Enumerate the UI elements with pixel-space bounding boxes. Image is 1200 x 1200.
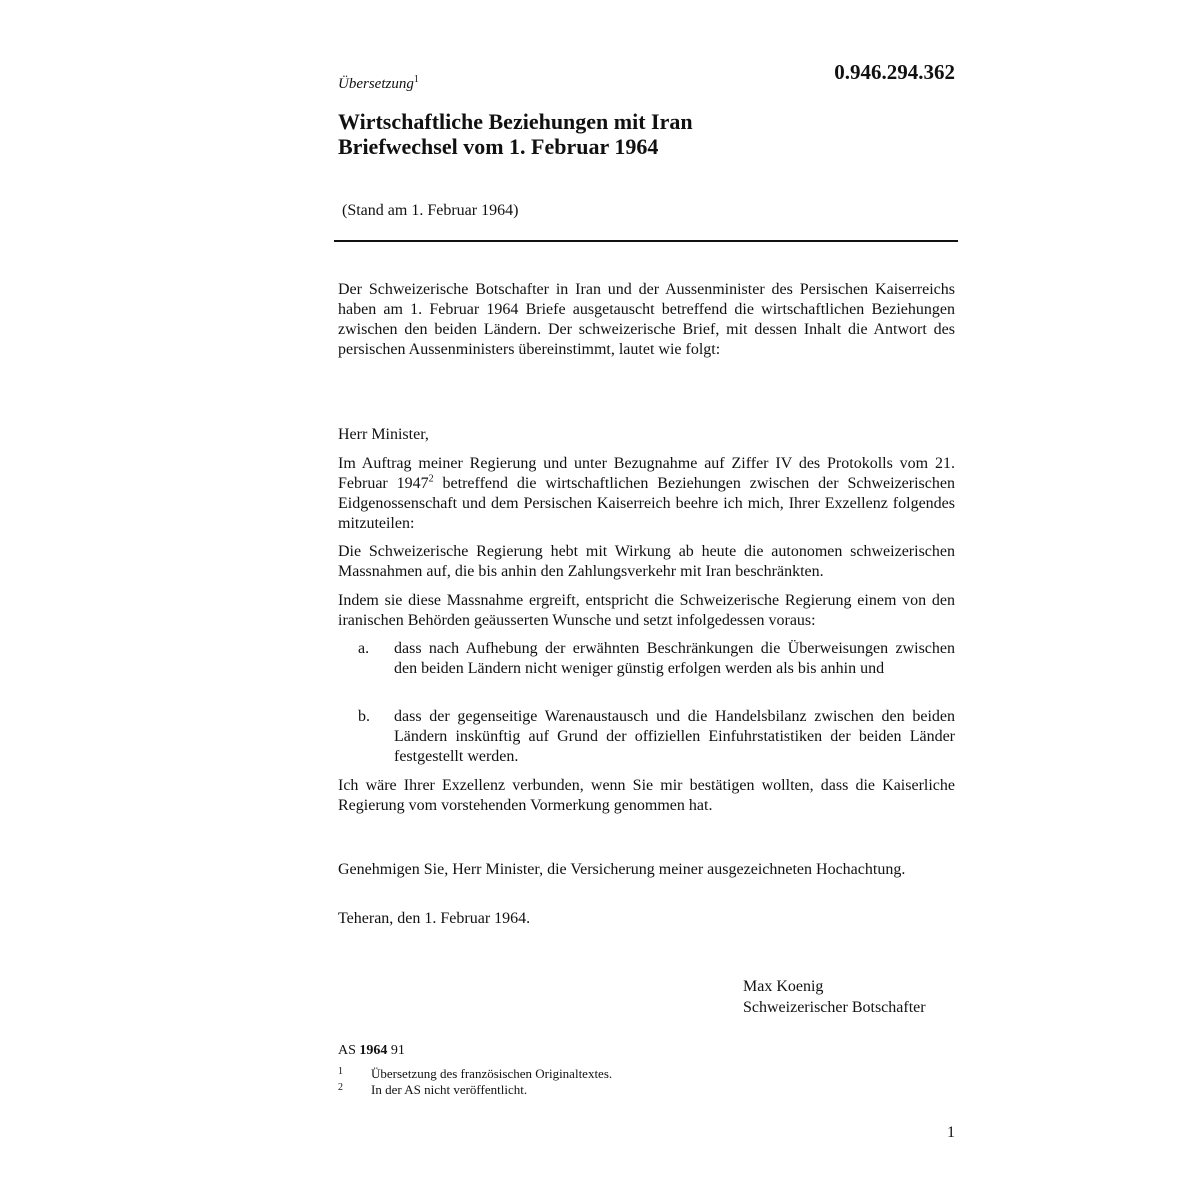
- title-line-1: Wirtschaftliche Beziehungen mit Iran: [338, 109, 693, 134]
- footnote-number: 2: [338, 1082, 343, 1093]
- letter-paragraph-1: [338, 454, 955, 534]
- list-text-a: dass nach Aufhebung der erwähnten Beschränkungen die Überweisungen zwischen den beiden Ländern nicht weniger günstig erfolgen werden als bis anhin und: [394, 640, 955, 677]
- page-number: 1: [947, 1124, 955, 1141]
- footnote-text: Übersetzung des französischen Originaltextes.: [371, 1066, 613, 1081]
- letter-paragraph-1-end: betreffend die wirtschaftlichen Beziehungen zwischen der Schweizerischen Eidgenossenschaft und dem Persischen Kaiserreich beehre ich mich, Ihrer Exzellenz folgendes mitzuteilen:: [338, 475, 955, 532]
- translation-label-text: Übersetzung: [338, 76, 414, 92]
- letter-paragraph-1-start: Im Auftrag meiner Regierung und unter Bezugnahme auf Ziffer IV des Protokolls vom 21. Februar 1947: [338, 455, 955, 492]
- list-text-b: dass der gegenseitige Warenaustausch und die Handelsbilanz zwischen den beiden Ländern inskünftig auf Grund der offiziellen Einfuhrstatistiken der beiden Länder festgestellt werden.: [394, 708, 955, 765]
- letter-paragraph-4: Ich wäre Ihrer Exzellenz verbunden, wenn Sie mir bestätigen wollten, dass die Kaiserliche Regierung vom vorstehenden Vormerkung genommen hat.: [338, 777, 955, 814]
- list-marker-a: a.: [358, 640, 370, 657]
- as-reference: [338, 1043, 405, 1059]
- as-prefix: AS: [338, 1043, 356, 1058]
- footnote-number: 1: [338, 1066, 343, 1077]
- letter-closing: Genehmigen Sie, Herr Minister, die Versicherung meiner ausgezeichneten Hochachtung.: [338, 861, 906, 878]
- signatory-name: Max Koenig: [743, 978, 824, 995]
- document-number: 0.946.294.362: [834, 60, 955, 84]
- signature-block: [743, 976, 926, 1018]
- signatory-title: Schweizerischer Botschafter: [743, 999, 926, 1016]
- document-title: [338, 109, 693, 159]
- letter-salutation: Herr Minister,: [338, 426, 429, 443]
- footnote-ref-2[interactable]: 2: [428, 473, 434, 485]
- place-date: Teheran, den 1. Februar 1964.: [338, 910, 531, 927]
- footnote-text: In der AS nicht veröffentlicht.: [371, 1082, 528, 1097]
- header-divider: [334, 240, 958, 242]
- as-year: 1964: [359, 1043, 388, 1058]
- status-date: (Stand am 1. Februar 1964): [342, 202, 519, 219]
- translation-label: [338, 74, 419, 93]
- letter-paragraph-2: Die Schweizerische Regierung hebt mit Wirkung ab heute die autonomen schweizerischen Massnahmen auf, die bis anhin den Zahlungsverkehr mit Iran beschränkten.: [338, 543, 955, 580]
- intro-paragraph: Der Schweizerische Botschafter in Iran und der Aussenminister des Persischen Kaiserreichs haben am 1. Februar 1964 Briefe ausgetauscht betreffend die wirtschaftlichen Beziehungen zwischen den beiden Ländern. Der schweizerische Brief, mit dessen Inhalt die Antwort des persischen Aussenministers übereinstimmt, lautet wie folgt:: [338, 281, 955, 358]
- as-page: 91: [390, 1043, 405, 1058]
- title-line-2: Briefwechsel vom 1. Februar 1964: [338, 134, 659, 159]
- list-marker-b: b.: [358, 708, 370, 725]
- footnote-ref-1[interactable]: 1: [413, 74, 419, 85]
- letter-paragraph-3: Indem sie diese Massnahme ergreift, entspricht die Schweizerische Regierung einem von den iranischen Behörden geäusserten Wunsche und setzt infolgedessen voraus:: [338, 592, 955, 629]
